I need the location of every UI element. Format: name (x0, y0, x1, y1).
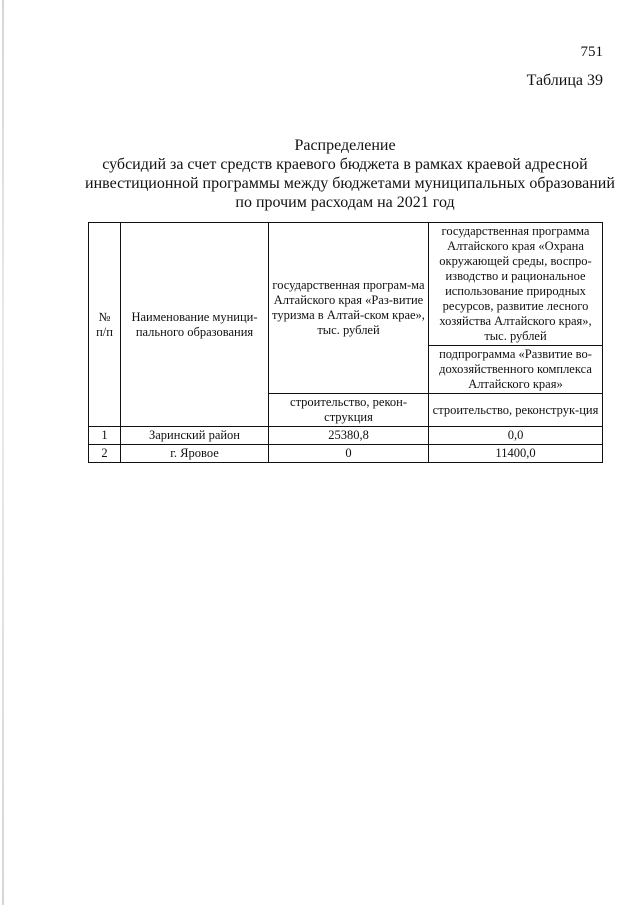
page-number: 751 (580, 44, 603, 60)
header-kind-2: строительство, реконструк-ция (429, 394, 603, 427)
row-num: 1 (89, 427, 121, 445)
distribution-table (88, 222, 603, 463)
row-value-1: 0 (269, 445, 429, 463)
row-name: Заринский район (121, 427, 269, 445)
header-program-2: государственная программа Алтайского края «Охрана окружающей среды, воспро-изводство и рациональное использование природных ресурсов, развитие лесного хозяйства Алтайского края», тыс. рублей (429, 223, 603, 346)
header-program-1: государственная програм-ма Алтайского края «Раз-витие туризма в Алтай-ском крае», тыс. рублей (269, 223, 429, 394)
table-row (89, 445, 603, 463)
header-name: Наименование муници-пального образования (121, 223, 269, 427)
title-line-2: субсидий за счет средств краевого бюджета в рамках краевой адресной (102, 156, 588, 173)
title-line-3: инвестиционной программы между бюджетами муниципальных образований (85, 175, 615, 192)
scan-edge (2, 0, 4, 905)
title-line-1: Распределение (294, 137, 396, 154)
row-value-2: 0,0 (429, 427, 603, 445)
header-num: № п/п (89, 223, 121, 427)
document-title (85, 136, 615, 212)
row-name: г. Яровое (121, 445, 269, 463)
header-kind-1: строительство, рекон-струкция (269, 394, 429, 427)
row-num: 2 (89, 445, 121, 463)
row-value-2: 11400,0 (429, 445, 603, 463)
table-label: Таблица 39 (526, 72, 603, 89)
row-value-1: 25380,8 (269, 427, 429, 445)
table-row (89, 427, 603, 445)
header-subprogram-2: подпрограмма «Развитие во-дохозяйственного комплекса Алтайского края» (429, 346, 603, 394)
title-line-4: по прочим расходам на 2021 год (235, 194, 455, 211)
